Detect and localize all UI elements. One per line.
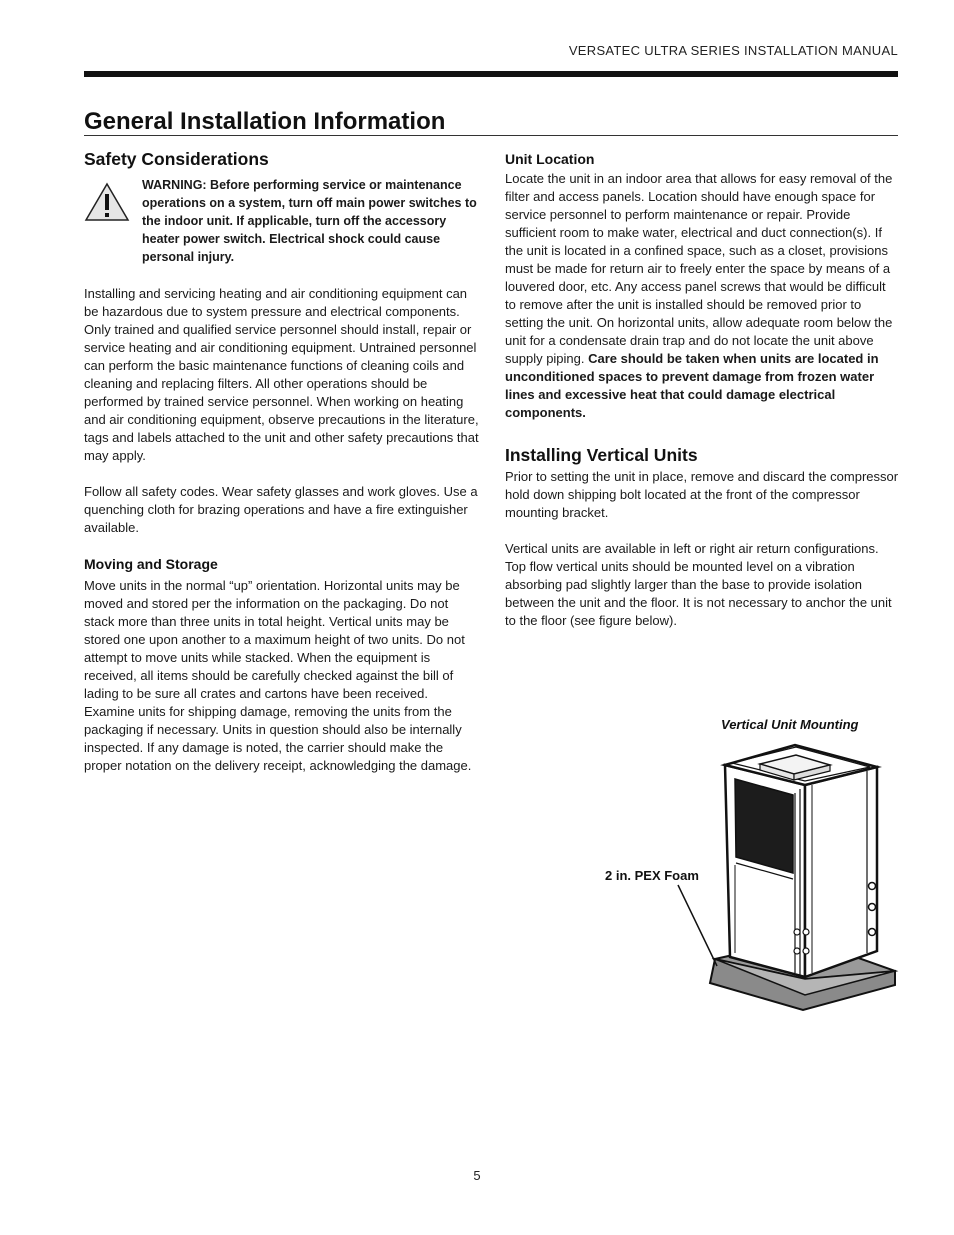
page-number: 5 [473, 1168, 481, 1183]
moving-paragraph: Move units in the normal “up” orientation. Horizontal units may be moved and stored per the information on the packaging. Do not stack more than three units in total height. Vertical units may be stored one upon another to a maximum height of two units. Do not attempt to move units while stacked. When the equipment is received, all items should be carefully checked against the bill of lading to be sure all crates and cartons have been received. Examine units for shipping damage, removing the units from the packaging if necessary. Units in question should also be internally inspected. If any damage is noted, the carrier should make the proper notation on the delivery receipt, acknowledging the damage. [84, 578, 472, 773]
vertical-paragraph-1: Prior to setting the unit in place, remove and discard the compressor hold down shipping bolt located at the front of the compressor mounting bracket. [505, 469, 899, 520]
location-caution-text: Care should be taken when units are located in unconditioned spaces to prevent damage from frozen water lines and excessive heat that could damage electrical components. [505, 351, 879, 420]
location-paragraph [505, 170, 900, 422]
figure-caption: Vertical Unit Mounting [721, 717, 859, 732]
vertical-paragraph-2: Vertical units are available in left or right air return configurations. Top flow vertical units should be mounted level on a vibration absorbing pad slightly larger than the base to provide isolation between the unit and the floor. It is not necessary to anchor the unit to the floor (see figure below). [505, 541, 892, 628]
safety-paragraph-2: Follow all safety codes. Wear safety glasses and work gloves. Use a quenching cloth for brazing operations and have a fire extinguisher available. [84, 484, 478, 535]
location-text: Locate the unit in an indoor area that allows for easy removal of the filter and access panels. Location should have enough space for service personnel to perform maintenance or repair. Provide sufficient room to make water, electrical and duct connection(s). If the unit is located in a confined space, such as a closet, provisions must be made for return air to freely enter the space by means of a louvered door, etc. Any access panel screws that would be difficult to remove after the unit is installed should be removed prior to setting the unit. On horizontal units, allow adequate room below the unit for a condensate drain trap and do not locate the unit above supply piping. [505, 171, 893, 366]
header-rule [84, 71, 898, 77]
safety-paragraph-1: Installing and servicing heating and air conditioning equipment can be hazardous due to system pressure and electrical components. Only trained and qualified service personnel should install, repair or service heating and air conditioning equipment. Untrained personnel can perform the basic maintenance functions of cleaning coils and cleaning and replacing filters. All other operations should be performed by trained service personnel. When working on heating and air conditioning equipment, observe precautions in the literature, tags and labels attached to the unit and other safety precautions that may apply. [84, 286, 479, 463]
warning-box [84, 176, 479, 266]
right-column [505, 150, 900, 630]
moving-heading: Moving and Storage [84, 556, 218, 572]
title-rule [84, 135, 898, 136]
safety-heading: Safety Considerations [84, 149, 269, 169]
left-column [84, 150, 479, 775]
vertical-unit-figure [590, 715, 910, 1025]
vertical-heading: Installing Vertical Units [505, 445, 698, 465]
warning-triangle-icon [84, 182, 130, 222]
warning-text: WARNING: Before performing service or maintenance operations on a system, turn off main power switches to the indoor unit. If applicable, turn off the accessory heater power switch. Electrical shock could cause personal injury. [142, 178, 477, 264]
location-heading: Unit Location [505, 151, 595, 167]
manual-title: VERSATEC ULTRA SERIES INSTALLATION MANUAL [568, 43, 898, 58]
pex-foam-label: 2 in. PEX Foam [605, 868, 699, 883]
page-title: General Installation Information [84, 108, 446, 135]
